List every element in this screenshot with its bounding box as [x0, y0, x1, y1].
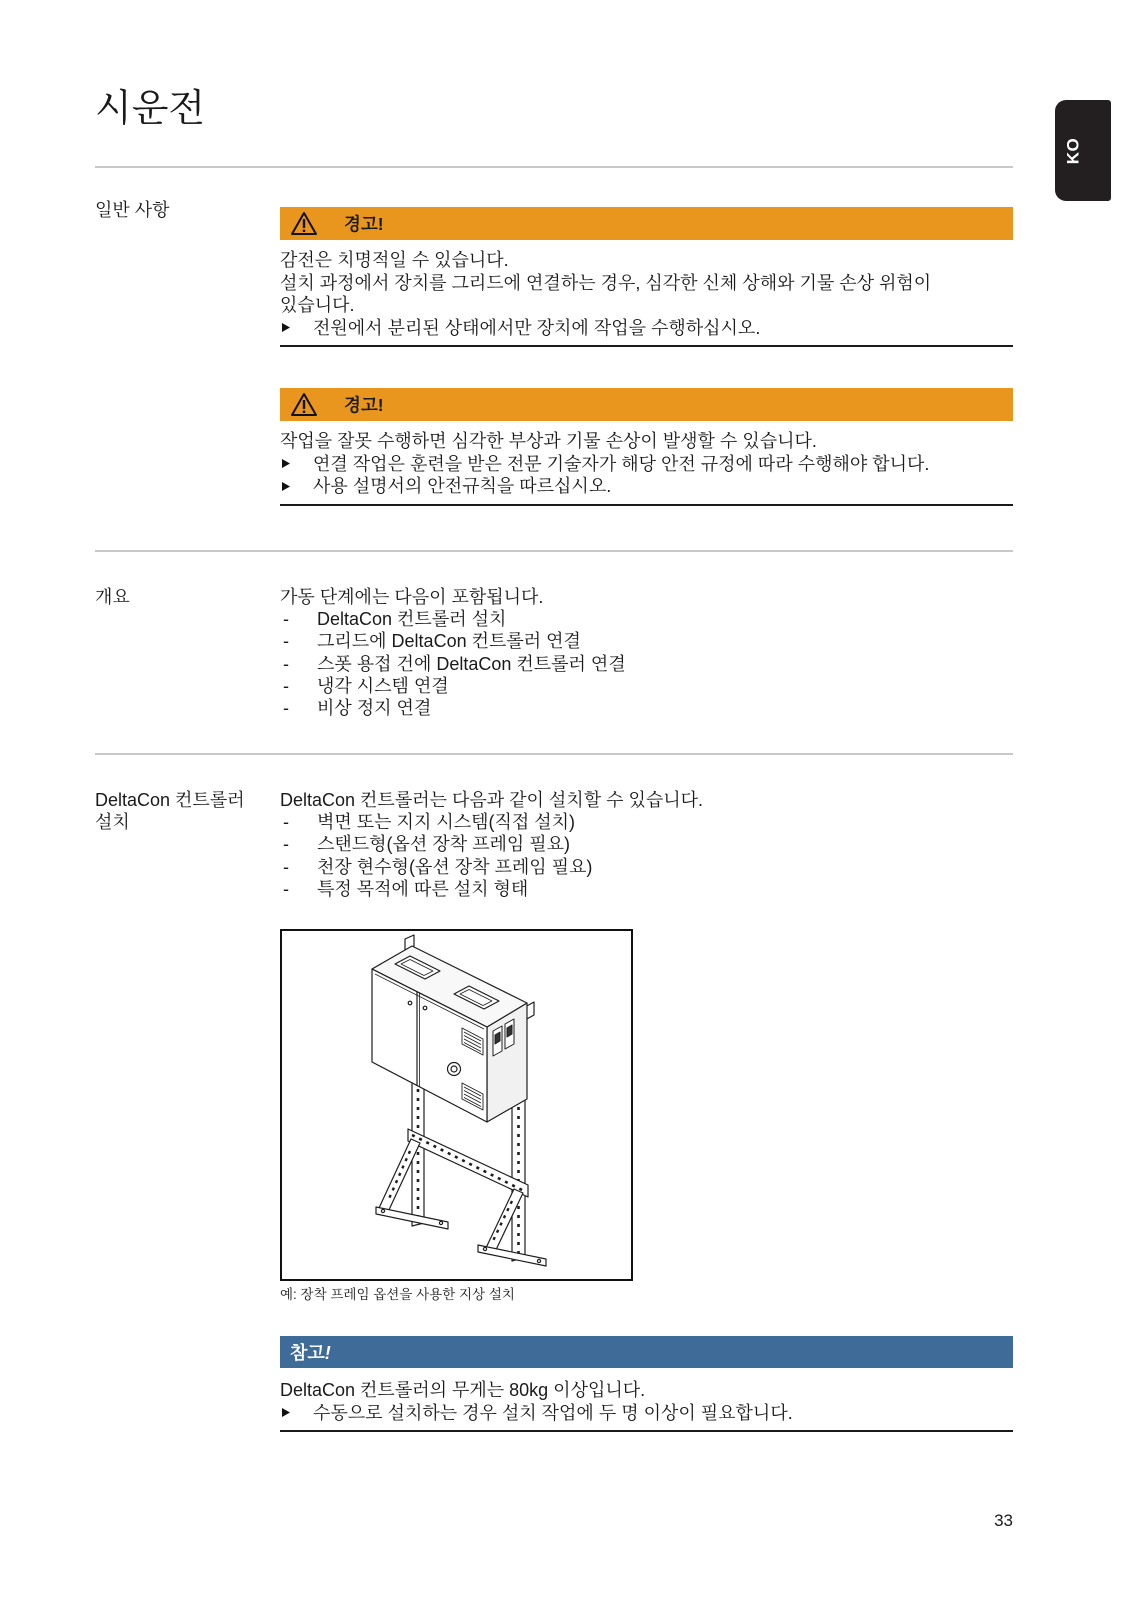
list-item	[280, 833, 1013, 855]
arrow-right-icon	[282, 482, 290, 491]
warning-block	[280, 388, 1013, 506]
cabinet-door-lock	[408, 1001, 412, 1005]
section-divider	[95, 550, 1013, 552]
warning-end-rule	[280, 504, 1013, 506]
note-heading-text: 참고	[290, 1343, 325, 1363]
warning-triangle-icon	[290, 211, 318, 236]
list-marker: -	[283, 675, 289, 696]
warning-end-rule	[280, 345, 1013, 347]
step-bullet	[280, 317, 313, 340]
cabinet-door-lock	[423, 1006, 427, 1010]
list-marker: -	[283, 834, 289, 855]
warning-body	[280, 430, 1013, 498]
cabinet-dial	[448, 1063, 461, 1076]
list-marker: -	[283, 878, 289, 899]
warning-text-line: 설치 과정에서 장치를 그리드에 연결하는 경우, 심각한 신체 상해와 기물 손상 위험이	[280, 272, 932, 293]
list-item	[280, 878, 1013, 900]
section-label-general: 일반 사항	[95, 200, 170, 220]
list-item	[280, 675, 1013, 697]
controller-cabinet	[372, 935, 534, 1122]
step-bullet	[280, 475, 313, 498]
page-number: 33	[994, 1511, 1013, 1530]
list-marker: -	[283, 653, 289, 674]
list-item-text: 천장 현수형(옵션 장착 프레임 필요)	[317, 856, 593, 877]
note-heading-mark: !	[324, 1343, 331, 1363]
warning-heading: 경고!	[344, 214, 384, 234]
list-item-text: 그리드에 DeltaCon 컨트롤러 연결	[317, 631, 581, 652]
installation-figure	[280, 929, 633, 1281]
warning-text-line: 작업을 잘못 수행하면 심각한 부상과 기물 손상이 발생할 수 있습니다.	[280, 431, 817, 451]
figure-caption: 예: 장착 프레임 옵션을 사용한 지상 설치	[280, 1287, 515, 1302]
list-item	[280, 653, 1013, 675]
list-item	[280, 856, 1013, 878]
list-item-text: DeltaCon 컨트롤러 설치	[317, 609, 507, 630]
note-step	[280, 1402, 1013, 1425]
step-bullet	[280, 1402, 313, 1425]
warning-text-line: 있습니다.	[280, 295, 355, 315]
note-text-line: DeltaCon 컨트롤러의 무게는 80kg 이상입니다.	[280, 1380, 646, 1400]
list-item	[280, 608, 1013, 630]
note-block	[280, 1336, 1013, 1432]
list-item	[280, 630, 1013, 652]
section-divider	[95, 166, 1013, 168]
warning-heading: 경고!	[344, 395, 384, 415]
list-item	[280, 697, 1013, 719]
note-header-bar	[280, 1336, 1013, 1368]
section-label-overview: 개요	[95, 587, 130, 607]
note-end-rule	[280, 1430, 1013, 1432]
list-item-text: 냉각 시스템 연결	[317, 675, 449, 696]
list-marker: -	[283, 812, 289, 833]
list-item-text: 벽면 또는 지지 시스템(직접 설치)	[317, 812, 576, 833]
warning-step-text: 사용 설명서의 안전규칙을 따르십시오.	[313, 476, 612, 496]
page-title: 시운전	[95, 88, 206, 130]
note-heading	[290, 1339, 331, 1365]
language-tab	[1055, 100, 1111, 201]
list-item-text: 특정 목적에 따른 설치 형태	[317, 878, 529, 899]
section-divider	[95, 753, 1013, 755]
list-item-text: 스폿 용접 건에 DeltaCon 컨트롤러 연결	[317, 653, 626, 674]
section-label-line: 설치	[95, 812, 130, 833]
warning-block	[280, 207, 1013, 347]
warning-step	[280, 317, 1013, 340]
section-label-line: DeltaCon 컨트롤러	[95, 790, 245, 810]
warning-triangle-icon	[290, 392, 318, 417]
step-bullet	[280, 453, 313, 476]
note-body	[280, 1379, 1013, 1424]
warning-text-line: 감전은 치명적일 수 있습니다.	[280, 250, 509, 270]
stand-cross-bar	[408, 1129, 528, 1197]
list-marker: -	[283, 698, 289, 719]
list-item-text: 비상 정지 연결	[317, 698, 432, 719]
warning-step-text: 전원에서 분리된 상태에서만 장치에 작업을 수행하십시오.	[313, 317, 761, 338]
language-tab-label: KO	[1063, 137, 1082, 164]
overview-intro: 가동 단계에는 다음이 포함됩니다.	[280, 587, 544, 607]
overview-list	[280, 586, 1013, 719]
installation-list	[280, 789, 1013, 900]
warning-step	[280, 475, 1013, 498]
list-item	[280, 811, 1013, 833]
list-marker: -	[283, 856, 289, 877]
controller-on-stand-illustration	[282, 931, 631, 1279]
section-label-installation	[95, 789, 267, 833]
arrow-right-icon	[282, 323, 290, 332]
warning-header-bar	[280, 207, 1013, 240]
arrow-right-icon	[282, 1408, 290, 1417]
list-marker: -	[283, 631, 289, 652]
language-tab-label-wrap	[1055, 100, 1091, 201]
list-marker: -	[283, 609, 289, 630]
warning-header-bar	[280, 388, 1013, 421]
note-step-text: 수동으로 설치하는 경우 설치 작업에 두 명 이상이 필요합니다.	[313, 1402, 793, 1423]
arrow-right-icon	[282, 459, 290, 468]
warning-step-text: 연결 작업은 훈련을 받은 전문 기술자가 해당 안전 규정에 따라 수행해야 합니다.	[313, 453, 930, 474]
warning-body	[280, 249, 1013, 339]
warning-step	[280, 453, 1013, 476]
installation-intro: DeltaCon 컨트롤러는 다음과 같이 설치할 수 있습니다.	[280, 790, 704, 810]
list-item-text: 스탠드형(옵션 장착 프레임 필요)	[317, 834, 571, 855]
